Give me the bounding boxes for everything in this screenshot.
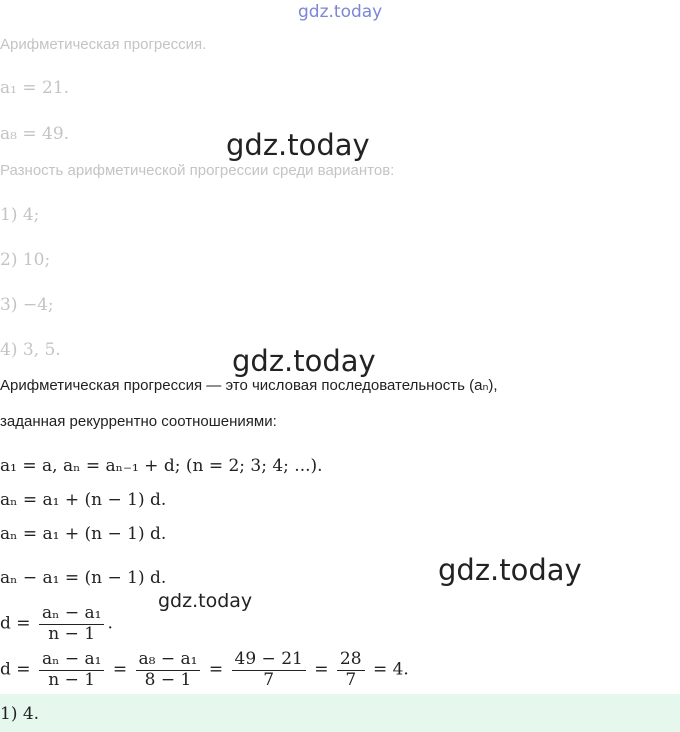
given-a1: a₁ = 21. bbox=[0, 78, 70, 98]
answer-bar bbox=[0, 694, 680, 732]
formula-recurrence: a₁ = a, aₙ = aₙ₋₁ + d; (n = 2; 3; 4; ...). bbox=[0, 456, 323, 476]
option-4: 4) 3, 5. bbox=[0, 340, 61, 360]
formula-general-2: aₙ = a₁ + (n − 1) d. bbox=[0, 524, 167, 544]
fraction-denominator: n − 1 bbox=[48, 623, 96, 644]
final-fraction-3: $\frac{49 - 21}{7}$ bbox=[232, 650, 306, 690]
option-1: 1) 4; bbox=[0, 205, 40, 225]
question-title: Арифметическая прогрессия. bbox=[0, 36, 207, 53]
watermark-2: gdz.today bbox=[232, 344, 376, 378]
formula-final: d = $\frac{\text{aₙ − a₁}}{n - 1}$ = $\frac{\text{a₈ − a₁}}{8 - 1}$ = $\frac{49 - 21}{7}$ = $\frac{28}{7}$ = 4. bbox=[0, 649, 409, 690]
given-a8: a₈ = 49. bbox=[0, 124, 70, 144]
watermark-3: gdz.today bbox=[438, 553, 582, 587]
question-prompt: Разность арифметической прогрессии среди вариантов: bbox=[0, 162, 395, 179]
option-2: 2) 10; bbox=[0, 250, 51, 270]
watermark-4: gdz.today bbox=[158, 590, 253, 612]
final-fraction-4: $\frac{28}{7}$ bbox=[337, 650, 365, 690]
answer-text: 1) 4. bbox=[0, 704, 40, 724]
formula-difference: aₙ − a₁ = (n − 1) d. bbox=[0, 568, 167, 588]
formula-d: d = $\frac{\text{aₙ − a₁}}{n - 1}$ . bbox=[0, 603, 113, 644]
option-3: 3) −4; bbox=[0, 295, 54, 315]
final-result: = 4. bbox=[372, 659, 409, 680]
d-label: d = bbox=[0, 613, 31, 634]
watermark-top: gdz.today bbox=[298, 2, 383, 22]
d-label-final: d = bbox=[0, 659, 31, 680]
definition-line-1: Арифметическая прогрессия — это числовая последовательность (aₙ), bbox=[0, 377, 498, 394]
fraction-numerator: aₙ − a₁ bbox=[39, 604, 105, 625]
definition-line-2: заданная рекуррентно соотношениями: bbox=[0, 413, 277, 430]
formula-general-1: aₙ = a₁ + (n − 1) d. bbox=[0, 490, 167, 510]
fraction bbox=[39, 604, 105, 644]
final-fraction-1: $\frac{\text{aₙ − a₁}}{n - 1}$ bbox=[39, 650, 105, 690]
final-fraction-2: $\frac{\text{a₈ − a₁}}{8 - 1}$ bbox=[136, 650, 201, 690]
watermark-1: gdz.today bbox=[226, 128, 370, 162]
